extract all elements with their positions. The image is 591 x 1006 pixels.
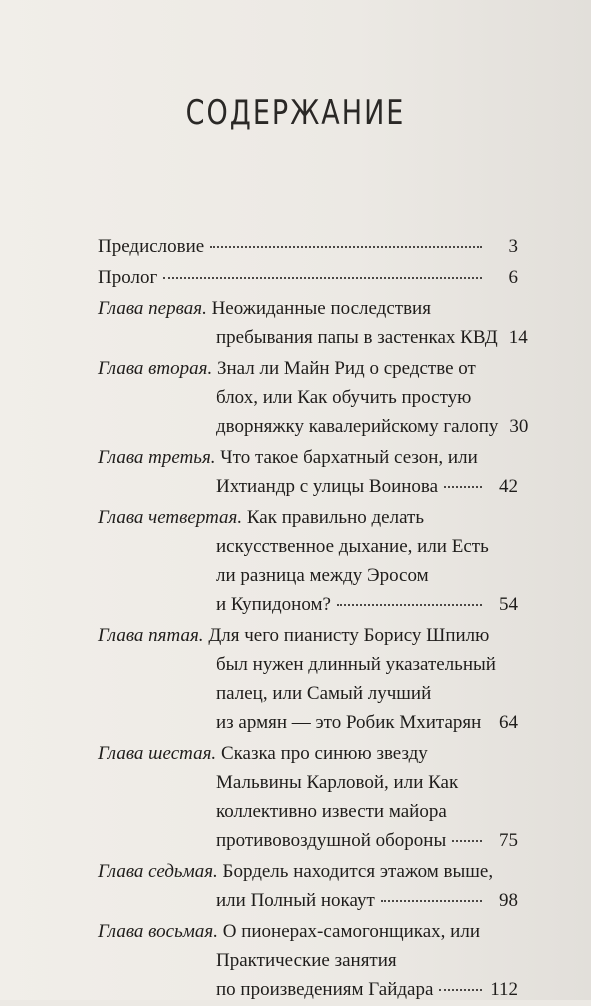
page-number: 75 [499, 830, 518, 851]
toc-line [98, 708, 518, 737]
entry-title-line: или Полный нокаут [216, 890, 375, 911]
toc-line [98, 679, 518, 708]
dot-leader [452, 840, 482, 842]
entry-title-line: по произведениям Гайдара [216, 979, 434, 1000]
page-number: 30 [509, 416, 529, 437]
toc-line [98, 472, 518, 501]
toc-entry [98, 443, 518, 501]
entry-title-line: коллективно извести майора [216, 801, 447, 822]
toc-line [98, 857, 518, 886]
entry-title-line: Мальвины Карловой, или Как [216, 772, 459, 793]
entry-title-line: Сказка про синюю звезду [220, 743, 428, 764]
toc-line [98, 561, 518, 590]
toc-line [98, 503, 518, 532]
page-number: 98 [499, 890, 518, 911]
toc-line [98, 621, 518, 650]
toc-entry [98, 857, 518, 915]
dot-leader [210, 246, 482, 248]
entry-title-line: Пролог [98, 267, 158, 288]
dot-leader [381, 900, 482, 902]
chapter-label: Глава первая. [98, 298, 207, 319]
table-of-contents [98, 232, 529, 1006]
entry-title-line: Ихтиандр с улицы Воинова [216, 476, 439, 497]
entry-title-line: Для чего пианисту Борису Шпилю [208, 625, 490, 646]
entry-title-line: Неожиданные последствия [211, 298, 431, 319]
chapter-label: Глава вторая. [98, 358, 213, 379]
toc-entry [98, 917, 518, 1004]
entry-title-line: дворняжку кавалерийскому галопу [216, 416, 499, 437]
toc-line [98, 739, 518, 768]
chapter-label: Глава пятая. [98, 625, 204, 646]
entry-title-line: ли разница между Эросом [216, 565, 429, 586]
page-number: 112 [490, 979, 518, 1000]
toc-entry [98, 621, 518, 737]
toc-line [98, 768, 518, 797]
toc-line [98, 232, 518, 261]
toc-line [98, 886, 518, 915]
toc-line [98, 323, 528, 352]
entry-title-line: палец, или Самый лучший [216, 683, 432, 704]
chapter-label: Глава восьмая. [98, 921, 218, 942]
chapter-label: Глава третья. [98, 447, 216, 468]
toc-line [98, 532, 518, 561]
page-number: 14 [508, 327, 528, 348]
entry-title-line: О пионерах-самогонщиках, или [222, 921, 480, 942]
entry-title-line: был нужен длинный указательный [216, 654, 496, 675]
toc-line [98, 917, 518, 946]
page-number: 3 [508, 236, 518, 257]
dot-leader [439, 989, 482, 991]
entry-title-line: и Купидоном? [216, 594, 331, 615]
entry-title-line: из армян — это Робик Мхитарян [216, 712, 482, 733]
entry-title-line: Знал ли Майн Рид о средстве от [216, 358, 476, 379]
toc-line [98, 263, 518, 292]
page-number: 42 [499, 476, 518, 497]
toc-line [98, 797, 518, 826]
page-title: СОДЕРЖАНИЕ [185, 94, 406, 133]
toc-line [98, 946, 518, 975]
dot-leader [163, 277, 482, 279]
toc-entry [98, 739, 518, 855]
toc-entry [98, 354, 529, 441]
dot-leader [444, 486, 482, 488]
toc-entry [98, 294, 528, 352]
page-number: 6 [508, 267, 518, 288]
page-number: 64 [499, 712, 518, 733]
toc-line [98, 443, 518, 472]
toc-line [98, 354, 518, 383]
toc-line [98, 294, 518, 323]
toc-entry [98, 503, 518, 619]
entry-title-line: Предисловие [98, 236, 205, 257]
page-number: 54 [499, 594, 518, 615]
entry-title-line: Что такое бархатный сезон, или [220, 447, 478, 468]
toc-line [98, 412, 529, 441]
chapter-label: Глава четвертая. [98, 507, 243, 528]
dot-leader [337, 604, 482, 606]
toc-line [98, 590, 518, 619]
entry-title-line: блох, или Как обучить простую [216, 387, 472, 408]
entry-title-line: искусственное дыхание, или Есть [216, 536, 489, 557]
toc-line [98, 826, 518, 855]
chapter-label: Глава седьмая. [98, 861, 218, 882]
toc-entry [98, 263, 518, 292]
chapter-label: Глава шестая. [98, 743, 217, 764]
toc-line [98, 383, 518, 412]
entry-title-line: противовоздушной обороны [216, 830, 447, 851]
entry-title-line: Бордель находится этажом выше, [222, 861, 494, 882]
toc-entry [98, 232, 518, 261]
entry-title-line: Практические занятия [216, 950, 397, 971]
toc-line [98, 650, 518, 679]
entry-title-line: Как правильно делать [246, 507, 425, 528]
entry-title-line: пребывания папы в застенках КВД [216, 327, 498, 348]
